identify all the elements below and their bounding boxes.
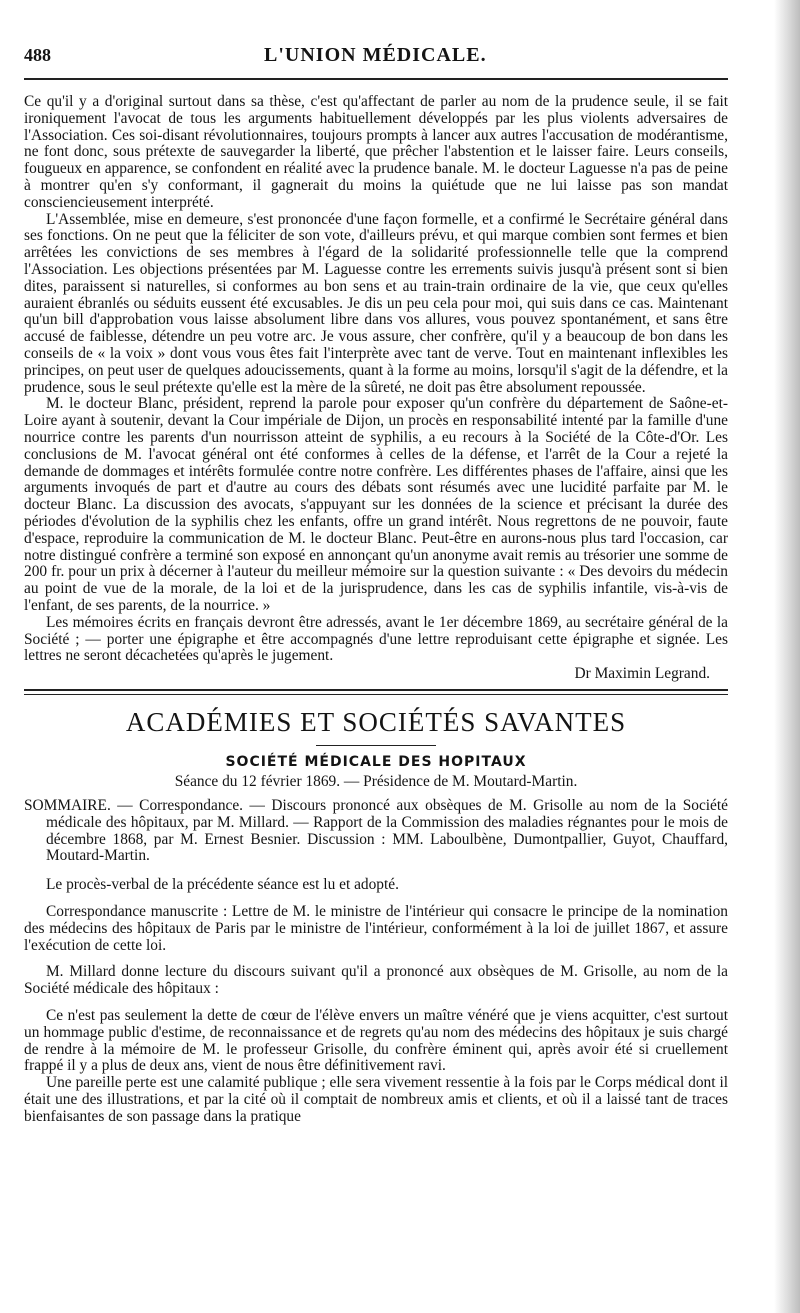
book-spine-shadow — [774, 0, 800, 1313]
article-paragraph-2: L'Assemblée, mise en demeure, s'est prononcée d'une façon formelle, et a confirmé le Secrétaire général dans ses fonctions. On ne peut que la féliciter de son vote, d'ailleurs prévu, et qui marque combien sont fermes et bien arrêtées les convictions de ses membres à l'égard de la solidarité professionnelle telle que la comprend l'Association. Les objections présentées par M. Laguesse contre les errements suivis jusqu'à présent sont si bien dites, paraissent si naturelles, si conformes au bon sens et au train-train ordinaire de la vie, que ceux qu'elles auraient ébranlés ou séduits eussent été excusables. Je dis un peu cela pour moi, qui suis dans ce cas. Maintenant qu'un bill d'approbation vous laisse absolument libre dans vos allures, vous pouvez spontanément, et sans être accusé de faiblesse, détendre un peu votre arc. Je vous assure, cher confrère, qu'il y a beaucoup de bon dans les conseils de « la voix » dont vous vous êtes fait l'interprète avec tant de verve. Tout en maintenant inflexibles les principes, on peut user de quelques adoucissements, quant à la forme au moins, lorsqu'il s'agit de la défendre, et la prudence, sous le seul prétexte qu'elle est la mère de la sûreté, ne doit pas être absolument repoussée. — [24, 210, 728, 396]
running-title: L'UNION MÉDICALE. — [264, 44, 487, 66]
article-paragraph-1: Ce qu'il y a d'original surtout dans sa thèse, c'est qu'affectant de parler au nom de la prudence seule, il se fait ironiquement l'avocat de tous les arguments habituellement développés par les plus violents adversaires de l'Association. Ces soi-disant révolutionnaires, toujours prompts à lancer aux autres l'accusation de modérantisme, ne font donc, sous prétexte de sauvegarder la liberté, que prêcher l'abstention et le laisser faire. Leurs conseils, fougueux en apparence, se confondent en réalité avec la prudence banale. M. le docteur Laguesse n'a pas de peine à montrer qu'en s'y conformant, il gagnerait du moins la quiétude que ne lui laisse pas son mandat consciencieusement interprété. — [24, 93, 728, 211]
page-number: 488 — [24, 45, 51, 65]
header-rule — [24, 78, 728, 80]
title-rule — [316, 745, 436, 746]
section-divider — [24, 689, 728, 695]
article-continuation — [24, 94, 728, 683]
session-line: Séance du 12 février 1869. — Présidence de M. Moutard-Martin. — [174, 773, 578, 791]
sommaire: SOMMAIRE. — Correspondance. — Discours prononcé aux obsèques de M. Grisolle au nom de la Société médicale des hôpitaux, par M. Millard. — Rapport de la Commission des maladies régnantes pour le mois de décembre 1868, par M. Ernest Besnier. Discussion : MM. Laboulbène, Dumontpallier, Guyot, Chauffard, Moutard-Martin. — [24, 797, 728, 865]
millard-intro-paragraph: M. Millard donne lecture du discours suivant qu'il a prononcé aux obsèques de M. Grisolle, au nom de la Société médicale des hôpitaux : — [24, 963, 728, 998]
article-paragraph-4: Les mémoires écrits en français devront être adressés, avant le 1er décembre 1869, au secrétaire général de la Société ; — porter une épigraphe et être accompagnés d'une lettre reproduisant cette épigraphe et signée. Les lettres ne seront décachetées qu'après le jugement. — [24, 613, 728, 665]
running-header — [24, 44, 728, 74]
section-title: ACADÉMIES ET SOCIÉTÉS SAVANTES — [125, 707, 627, 738]
society-heading: SOCIÉTÉ MÉDICALE DES HOPITAUX — [225, 754, 527, 771]
correspondence-paragraph: Correspondance manuscrite : Lettre de M. le ministre de l'intérieur qui consacre le principe de la nomination des médecins des hôpitaux de Paris par le ministre de l'intérieur, conformément à la loi de juillet 1867, et assure l'exécution de cette loi. — [24, 903, 728, 954]
speech-paragraph-2: Une pareille perte est une calamité publique ; elle sera vivement ressentie à la fois par le Corps médical dont il était une des illustrations, et par la cité où il comptait de nombreux amis et clients, et où il a laissé tant de traces bienfaisantes de son passage dans la pratique — [24, 1074, 728, 1125]
minutes-paragraph: Le procès-verbal de la précédente séance est lu et adopté. — [46, 876, 399, 894]
author-signature: Dr Maximin Legrand. — [574, 665, 710, 683]
academies-section — [24, 705, 728, 1126]
speech-paragraph-1: Ce n'est pas seulement la dette de cœur de l'élève envers un maître vénéré que je viens acquitter, c'est surtout un hommage public d'estime, de reconnaissance et de regrets qu'au nom des médecins des hôpitaux je suis chargé de rendre à la mémoire de M. le professeur Grisolle, du confrère éminent qui, après avoir été si cruellement frappé il y a plus de deux ans, vient de nous être définitivement ravi. — [24, 1007, 728, 1075]
article-paragraph-3: M. le docteur Blanc, président, reprend la parole pour exposer qu'un confrère du département de Saône-et-Loire ayant à soutenir, devant la Cour impériale de Dijon, un procès en responsabilité intenté par la famille d'une nourrice contre les parents d'un nourrisson atteint de syphilis, a eu recours à la Société de la Côte-d'Or. Les conclusions de M. l'avocat général ont été conformes à celles de la défense, et l'arrêt de la Cour a rejeté la demande de dommages et intérêts formulée contre notre confrère. Les différentes phases de l'affaire, ainsi que les arguments invoqués de part et d'autre au cours des débats sont résumés avec une lucidité parfaite par M. le docteur Blanc. La discussion des avocats, s'appuyant sur les données de la science et précisant la durée des périodes d'évolution de la syphilis chez les enfants, offre un grand intérêt. Nous regrettons de ne pouvoir, faute d'espace, reproduire la communication de M. le docteur Blanc. Peut-être en aurons-nous plus tard l'occasion, car notre distingué confrère a terminé son exposé en annonçant qu'un anonyme avait remis au trésorier une somme de 200 fr. pour un prix à décerner à l'auteur du meilleur mémoire sur la question suivante : « Des devoirs du médecin au point de vue de la morale, de la loi et de la jurisprudence, dans les cas de syphilis infantile, vis-à-vis de l'enfant, de ses parents, de la nourrice. » — [24, 395, 728, 614]
